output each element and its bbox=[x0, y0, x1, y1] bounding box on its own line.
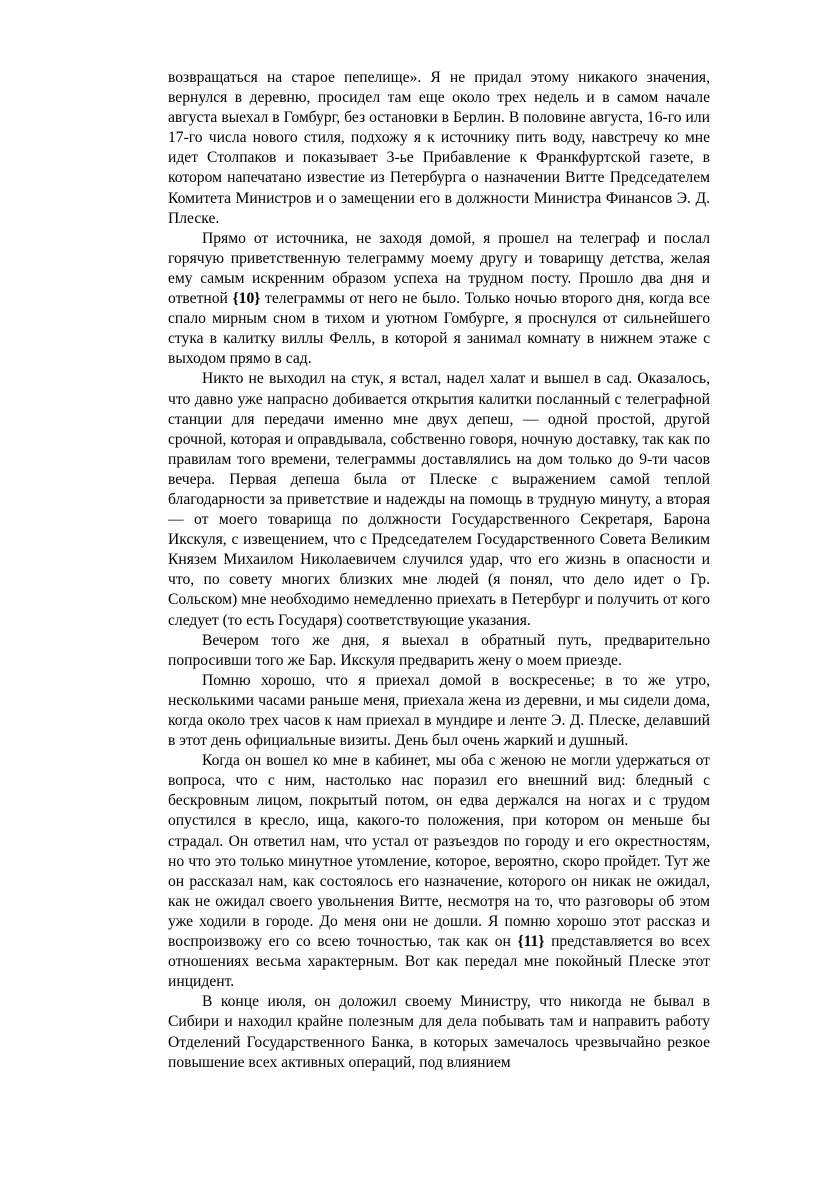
paragraph-text: Когда он вошел ко мне в кабинет, мы оба с женою не могли удержаться от вопроса, что с ним, настолько нас поразил его внешний вид: бледный с бескровным лицом, покрытый потом, он едва держался на ногах и с трудом опустился в кресло, ища, какого-то положения, при котором он меньше бы страдал. Он ответил нам, что устал от разъездов по городу и его окрестностям, но что это только минутное утомление, которое, вероятно, скоро пройдет. Тут же он рассказал нам, как состоялось его назначение, которого он никак не ожидал, как не ожидал своего увольнения Витте, несмотря на то, что разговоры об этом уже ходили в городе. До меня они не дошли. Я помню хорошо этот рассказ и воспроизвожу его со всею точностью, так как он bbox=[168, 752, 710, 951]
document-page bbox=[168, 68, 710, 1073]
paragraph bbox=[168, 68, 710, 229]
paragraph bbox=[168, 369, 710, 630]
paragraph-text: Никто не выходил на стук, я встал, надел халат и вышел в сад. Оказалось, что давно уже напрасно добивается открытия калитки посланный с телеграфной станции для передачи именно мне двух депеш, — одной простой, другой срочной, которая и оправдывала, собственно говоря, ночную доставку, так как по правилам того времени, телеграммы доставлялись на дом только до 9-ти часов вечера. Первая депеша была от Плеске с выражением самой теплой благодарности за приветствие и надежды на помощь в трудную минуту, а вторая — от моего товарища по должности Государственного Секретаря, Барона Икскуля, с извещением, что с Председателем Государственного Совета Великим Князем Михаилом Николаевичем случился удар, что его жизнь в опасности и что, по совету многих близких мне людей (я понял, что дело идет о Гр. Сольском) мне необходимо немедленно приехать в Петербург и получить от кого следует (то есть Государя) соответствующие указания. bbox=[168, 370, 710, 629]
paragraph-text: Вечером того же дня, я выехал в обратный путь, предварительно попросивши того же Бар. Икскуля предварить жену о моем приезде. bbox=[168, 631, 710, 669]
paragraph bbox=[168, 229, 710, 370]
paragraph-text: телеграммы от него не было. Только ночью второго дня, когда все спало мирным сном в тихом и уютном Гомбурге, я проснулся от сильнейшего стука в калитку виллы Фелль, в которой я занимал комнату в нижнем этаже с выходом прямо в сад. bbox=[168, 290, 710, 368]
paragraph-text: В конце июля, он доложил своему Министру, что никогда не бывал в Сибири и находил крайне полезным для дела побывать там и направить работу Отделений Государственного Банка, в которых замечалось чрезвычайно резкое повышение всех активных операций, под влиянием bbox=[168, 993, 710, 1071]
paragraph bbox=[168, 992, 710, 1072]
paragraph bbox=[168, 671, 710, 751]
paragraph-text: Прямо от источника, не заходя домой, я прошел на телеграф и послал горячую приветственную телеграмму моему другу и товарищу детства, желая ему самым искренним образом успеха на трудном посту. Прошло два дня и ответной bbox=[168, 229, 710, 308]
paragraph bbox=[168, 631, 710, 671]
paragraph-text: Помню хорошо, что я приехал домой в воскресенье; в то же утро, несколькими часами раньше меня, приехала жена из деревни, и мы сидели дома, когда около трех часов к нам приехал в мундире и ленте Э. Д. Плеске, делавший в этот день официальные визиты. День был очень жаркий и душный. bbox=[168, 671, 710, 750]
paragraph-text: возвращаться на старое пепелище». Я не придал этому никакого значения, вернулся в деревню, просидел там еще около трех недель и в самом начале августа выехал в Гомбург, без остановки в Берлин. В половине августа, 16-го или 17-го числа нового стиля, подхожу я к источнику пить воду, навстречу ко мне идет Столпаков и показывает 3-ье Прибавление к Франкфуртской газете, в котором напечатано известие из Петербурга о назначении Витте Председателем Комитета Министров и о замещении его в должности Министра Финансов Э. Д. Плеске. bbox=[168, 69, 710, 227]
page-marker: {10} bbox=[232, 290, 261, 308]
page-marker: {11} bbox=[517, 933, 545, 951]
paragraph-text: представляется во всех отношениях весьма характерным. Вот как передал мне покойный Плеске этот инцидент. bbox=[168, 933, 710, 991]
paragraph bbox=[168, 751, 710, 992]
